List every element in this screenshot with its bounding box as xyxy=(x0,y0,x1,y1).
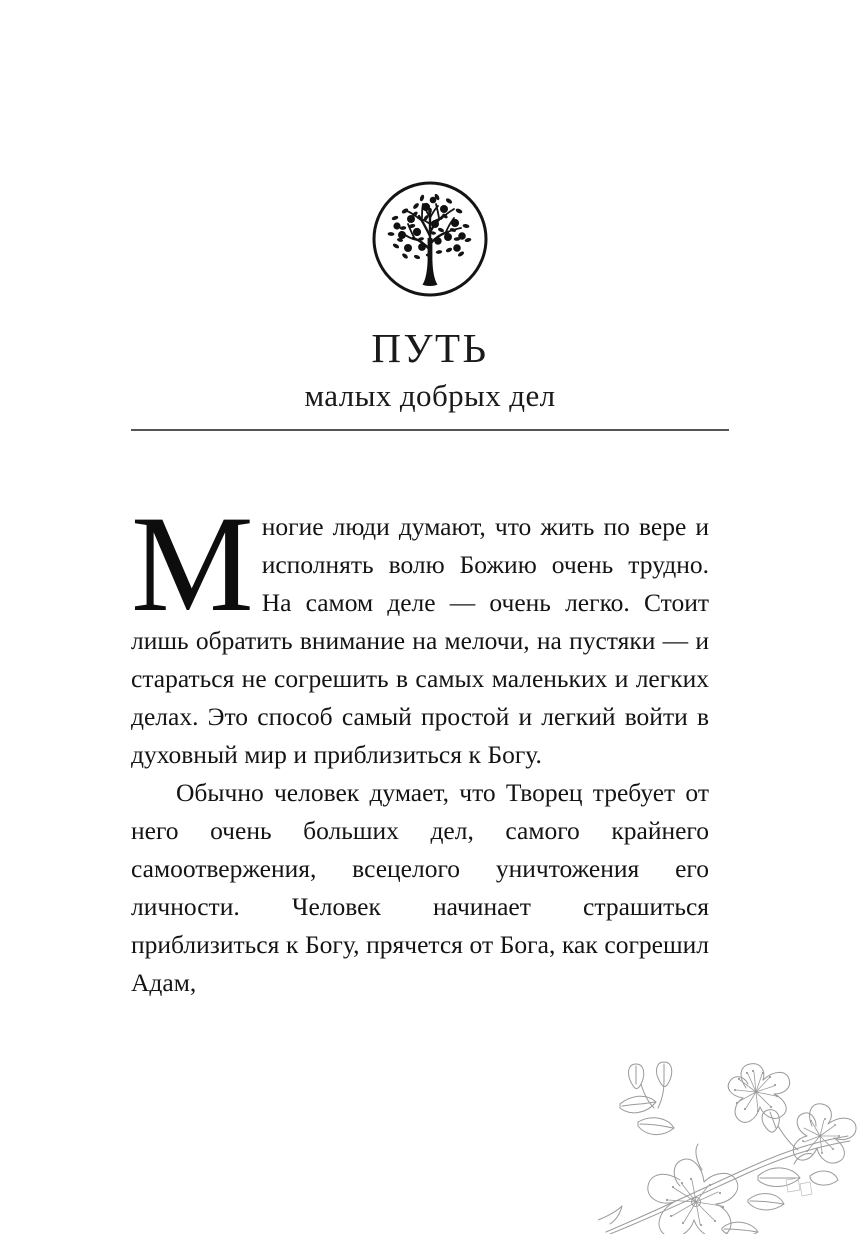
page-subtitle: малых добрых дел xyxy=(304,378,556,413)
heading-divider xyxy=(131,429,729,431)
body-text xyxy=(131,487,709,1002)
floral-sketch-illustration xyxy=(598,1060,860,1234)
page-title: ПУТЬ xyxy=(371,325,489,371)
tree-in-circle-emblem xyxy=(369,178,491,300)
chapter-heading xyxy=(131,326,729,416)
paragraph-1 xyxy=(131,487,709,774)
emblem-container xyxy=(0,178,860,300)
paragraph-2: Обычно человек думает, что Творец требует от него очень больших дел, самого крайнего самоотвержения, всецелого уничтожения его личности. Человек начинает страшиться приблизиться к Богу, прячется от Бога, как согрешил Адам, xyxy=(131,778,709,997)
paragraph-1-text: ногие люди думают, что жить по вере и исполнять волю Божию очень трудно. На самом деле — очень легко. Стоит лишь обратить внимание на мелочи, на пустяки — и стараться не согрешить в самых маленьких и легких делах. Это способ самый простой и легкий войти в духовный мир и приблизиться к Богу. xyxy=(131,512,709,769)
drop-cap: М xyxy=(131,487,254,640)
